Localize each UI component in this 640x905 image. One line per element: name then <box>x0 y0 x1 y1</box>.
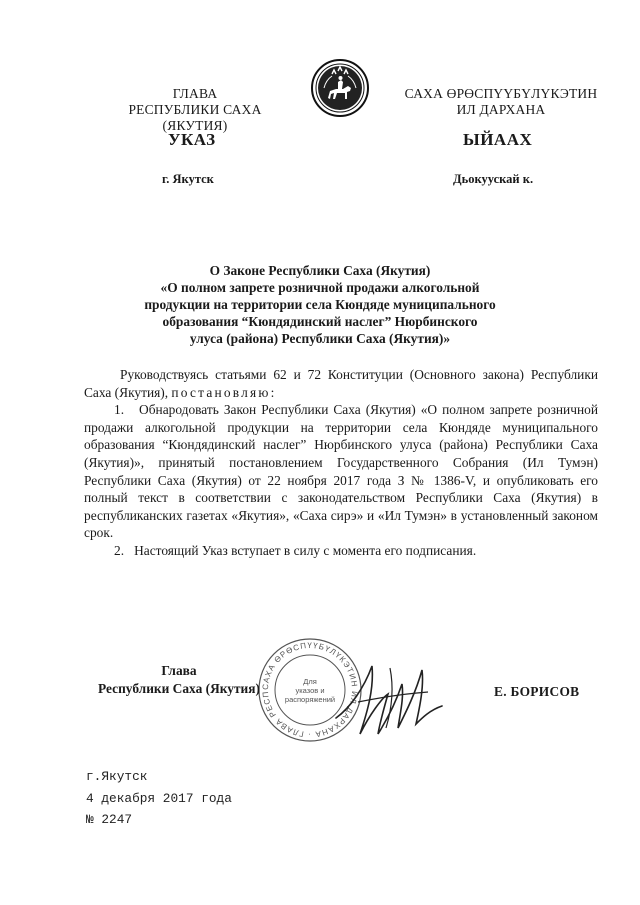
stamp-line-1: Для <box>303 677 317 686</box>
item-2-number: 2. <box>114 542 125 558</box>
title-line-1: О Законе Республики Саха (Якутия) <box>209 263 431 278</box>
coat-of-arms-emblem <box>310 58 370 118</box>
stamp-ring-text: САХА ӨРӨСПҮҮБҮЛҮКЭТИН ИЛ ДАРХАНА · ГЛАВА РЕСП <box>260 640 360 740</box>
title-line-4: образования “Кюндядинский наслег” Нюрбинского <box>162 314 478 329</box>
document-footer <box>86 766 232 831</box>
header-right <box>396 86 606 118</box>
header-right-line2: ИЛ ДАРХАНА <box>456 102 546 117</box>
position-line-1: Глава <box>161 663 197 678</box>
stamp-line-2: указов и <box>295 686 325 695</box>
header-left <box>100 86 290 134</box>
intro-text: Руководствуясь статьями 62 и 72 Конституции (Основного закона) Республики Саха (Якутия), <box>84 367 598 400</box>
signatory-position <box>84 662 274 698</box>
item-1 <box>84 401 598 542</box>
doc-type-right: ЫЙААХ <box>463 130 533 149</box>
footer-city: г.Якутск <box>86 769 148 784</box>
title-line-2: «О полном запрете розничной продажи алкогольной <box>160 280 480 295</box>
title-line-3: продукции на территории села Кюндяде муниципального <box>144 297 496 312</box>
document-body <box>84 366 598 560</box>
handwritten-signature <box>330 648 450 744</box>
city-left: г. Якутск <box>162 172 214 186</box>
footer-number: № 2247 <box>86 812 133 827</box>
item-2-text: Настоящий Указ вступает в силу с момента его подписания. <box>134 542 477 558</box>
city-right: Дьокуускай к. <box>453 172 534 186</box>
item-2 <box>84 542 598 560</box>
header-left-line1: ГЛАВА <box>172 86 218 101</box>
item-1-number: 1. <box>114 402 125 418</box>
footer-date: 4 декабря 2017 года <box>86 790 232 806</box>
intro-paragraph <box>84 366 598 401</box>
header-left-line2: РЕСПУБЛИКИ САХА (ЯКУТИЯ) <box>128 102 262 133</box>
title-line-5: улуса (района) Республики Саха (Якутия)» <box>189 331 451 346</box>
signatory-name: Е. БОРИСОВ <box>494 684 580 699</box>
item-1-text: Обнародовать Закон Республики Саха (Якутия) «О полном запрете розничной продажи алкогольной продукции на территории села Кюндяде муниципального образования “Кюндядинский наслег” Нюрбинского улуса (района) Республики Саха (Якутия)», принятый постановлением Государственного Собрания (Ил Тумэн) Республики Саха (Якутия) от 22 ноября 2017 года З № 1386-V, и опубликовать его полный текст в соответствии с законодательством Республики Саха (Якутия) в республиканских газетах «Якутия», «Саха сирэ» и «Ил Тумэн» в установленный законом срок. <box>84 402 598 541</box>
doc-type-left: УКАЗ <box>168 130 216 149</box>
header-right-line1: САХА ӨРӨСПҮҮБҮЛҮКЭТИН <box>404 86 598 101</box>
document-title <box>118 262 522 347</box>
position-line-2: Республики Саха (Якутия) <box>98 681 260 696</box>
intro-keyword: постановляю: <box>171 384 277 400</box>
stamp-line-3: распоряжений <box>284 695 336 704</box>
